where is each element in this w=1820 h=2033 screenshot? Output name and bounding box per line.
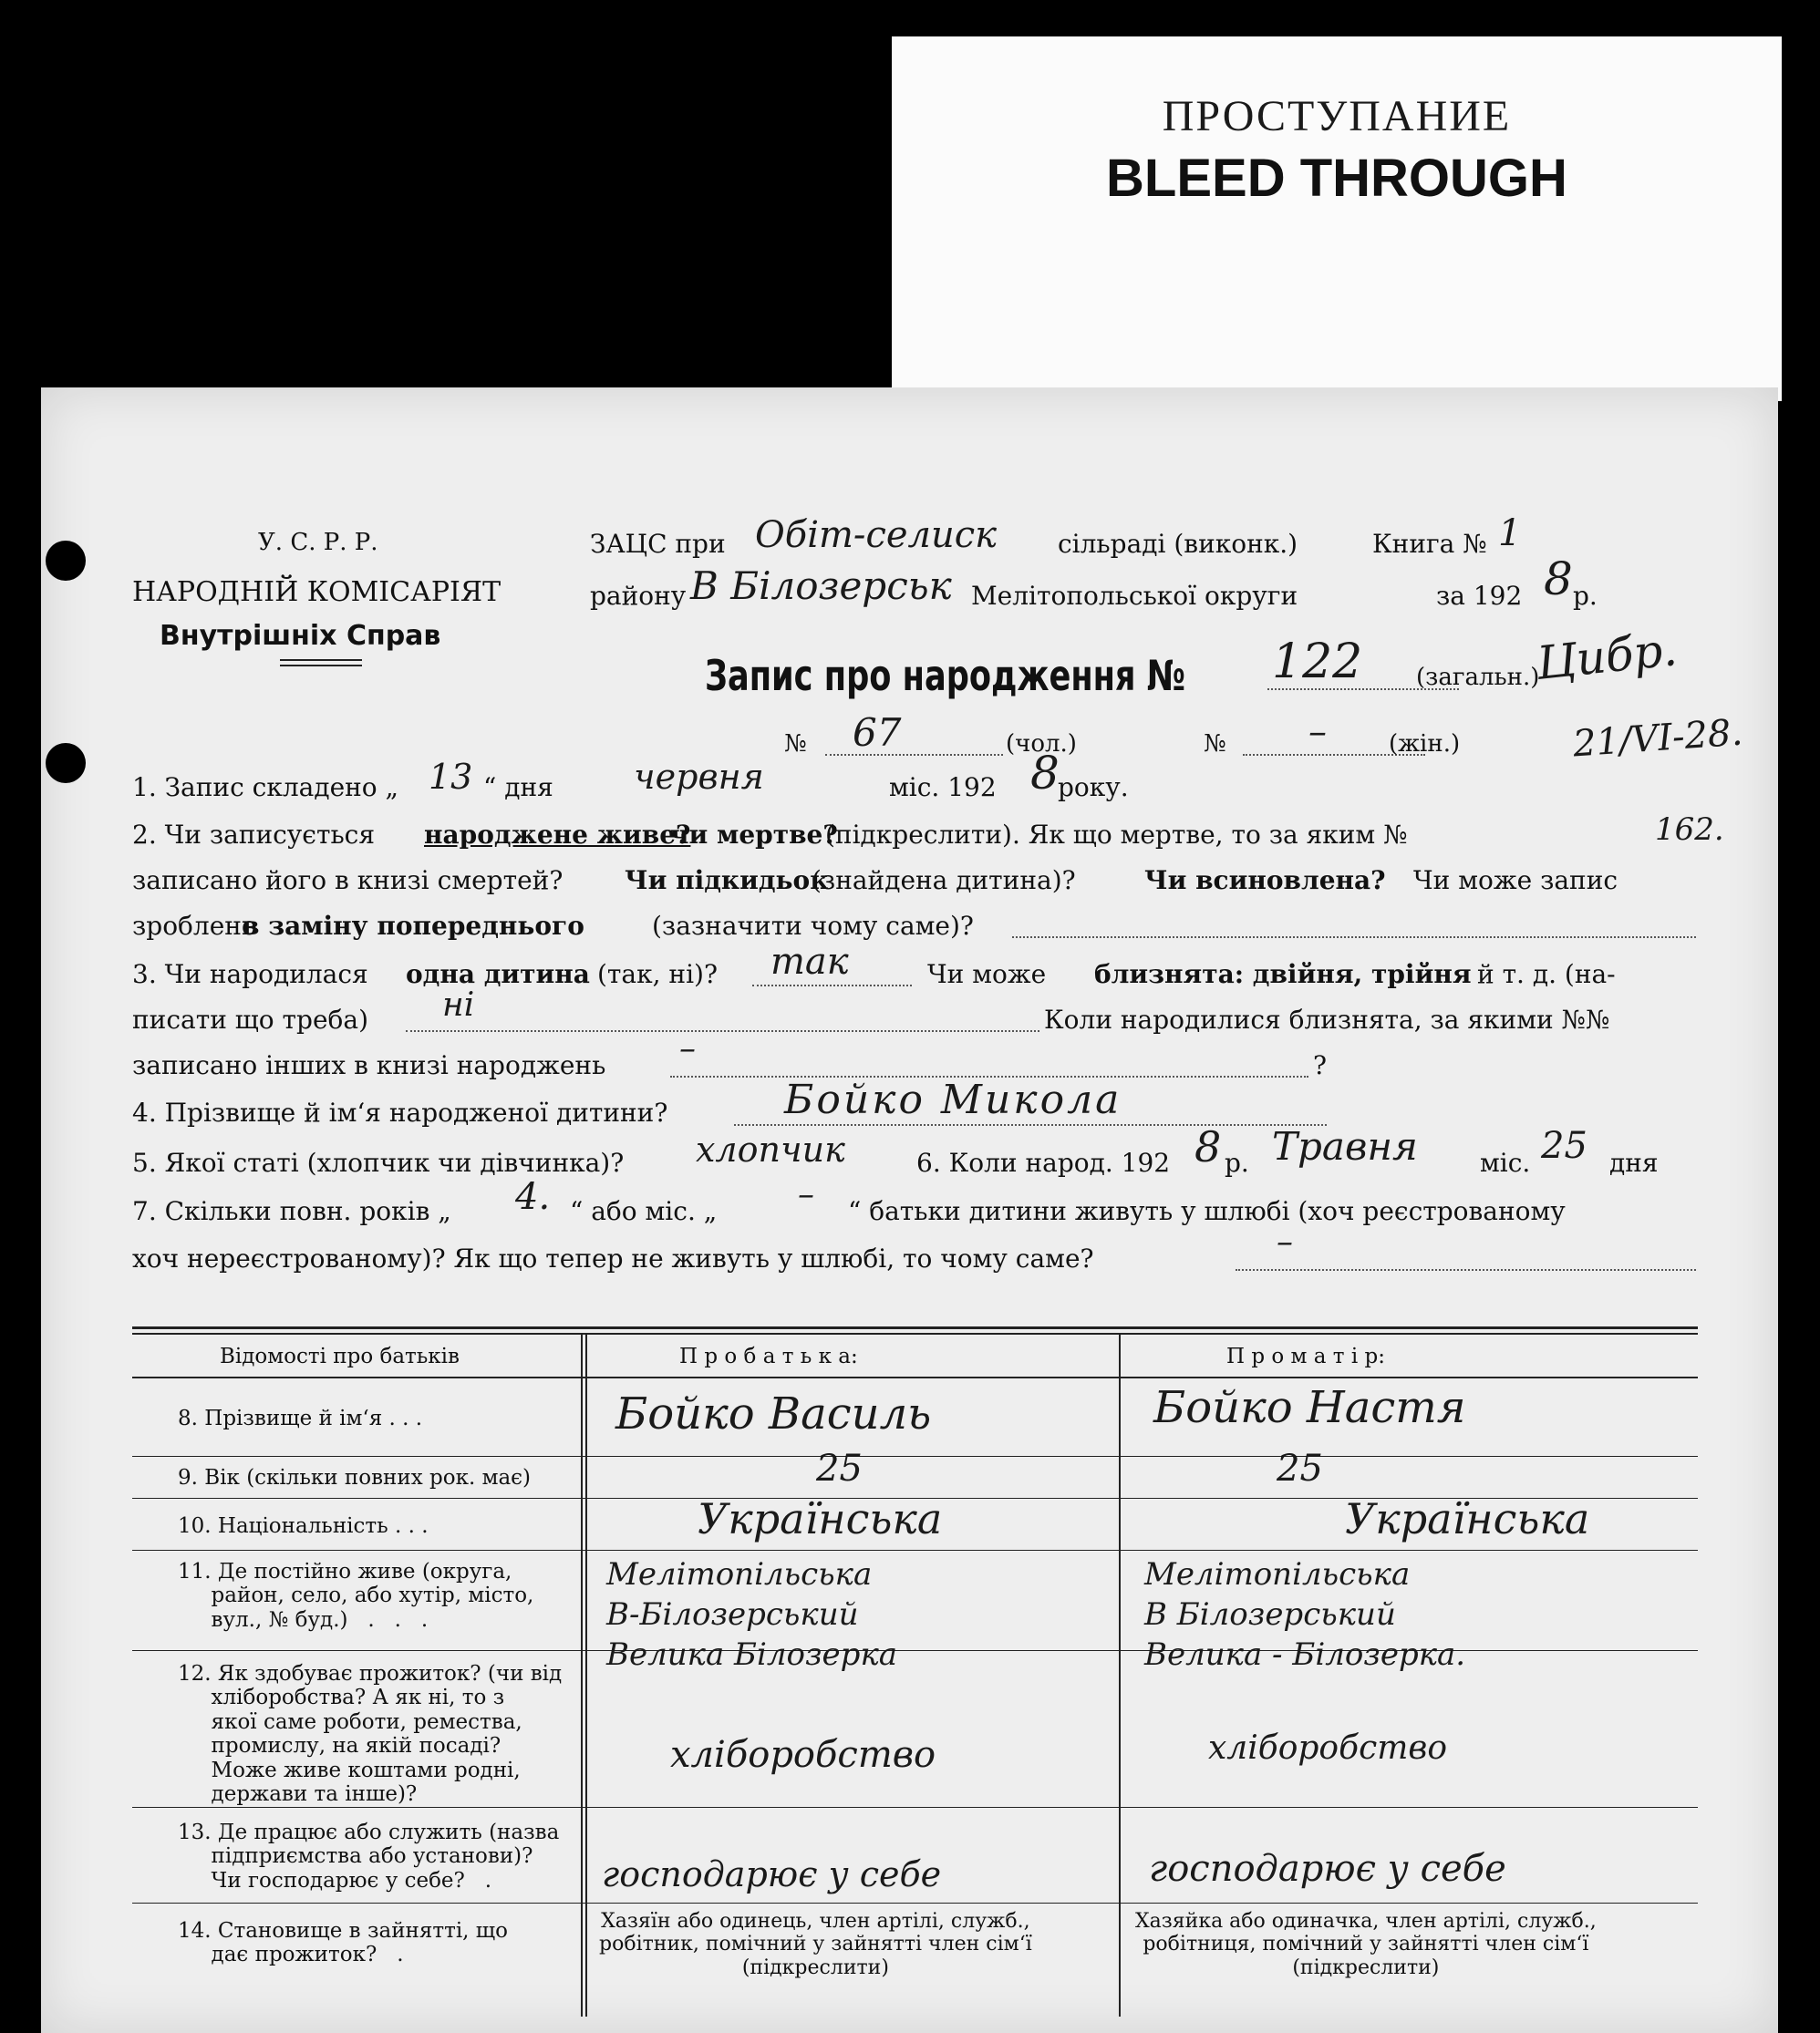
mother-age: 25 [1277, 1448, 1323, 1490]
birth-day: 25 [1541, 1125, 1587, 1167]
table-rule [585, 1333, 587, 2017]
q3-text: Чи може [927, 959, 1047, 989]
q7-text: хоч нереєстрованому)? Як що тепер не живуть у шлюбі, то чому саме? [132, 1244, 1094, 1274]
q3-text: ? [1313, 1050, 1328, 1080]
book-label: Книга № [1372, 529, 1487, 559]
mother-residence: Мелітопільська В Білозерський Велика - Білозерка. [1144, 1556, 1466, 1674]
q7-text: “ або міс. „ [570, 1196, 718, 1226]
table-rule [132, 1550, 1698, 1551]
header-internal-affairs: Внутрішніх Справ [160, 620, 441, 652]
q1-day: 13 [429, 757, 473, 797]
q1-text: року. [1058, 772, 1129, 802]
q7-text: 7. Скільки повн. років „ [132, 1196, 451, 1226]
row-label: 9. Вік (скільки повних рок. має) [178, 1466, 532, 1490]
table-rule [132, 1807, 1698, 1808]
q3-answer-other: – [679, 1030, 696, 1068]
general-label: (загальн.) [1416, 664, 1540, 691]
father-age: 25 [816, 1448, 863, 1490]
table-rule [132, 1326, 1698, 1329]
divider [280, 659, 362, 661]
q3-text: писати що треба) [132, 1005, 368, 1035]
q3-answer: так [770, 941, 849, 983]
q2-alive: народжене живе? [424, 820, 691, 850]
raion-label: району [590, 581, 687, 611]
header-commissariat: НАРОДНІЙ КОМІСАРІЯТ [132, 576, 502, 608]
divider [280, 665, 362, 666]
q1-text: міс. 192 [889, 772, 997, 802]
female-no-sign: № [1204, 730, 1226, 758]
row-label: 14. Становище в зайнятті, що дає прожиток? . [178, 1919, 509, 1967]
card-russian-label: ПРОСТУПАНИЕ [1162, 92, 1512, 140]
fill-line [1012, 936, 1696, 938]
father-livelihood: хліборобство [670, 1734, 936, 1776]
q2-text: (знайдена дитина)? [812, 865, 1076, 895]
birth-record-sheet [41, 387, 1778, 2033]
table-header: П р о м а т і р: [1226, 1345, 1385, 1368]
fill-line [825, 754, 1003, 756]
q1-text: 1. Запис складено „ [132, 772, 399, 802]
q7-answer: – [1277, 1223, 1293, 1261]
marriage-months: – [798, 1176, 814, 1213]
fill-line [1236, 1269, 1696, 1271]
book-value: 1 [1498, 512, 1522, 554]
q2-text: (зазначити чому саме)? [652, 911, 974, 941]
mother-nationality: Українська [1345, 1494, 1590, 1543]
table-rule [581, 1333, 583, 2017]
q2-dead: чи мертве? [670, 820, 838, 850]
male-no-sign: № [784, 730, 807, 758]
zats-label: ЗАЦС при [590, 529, 726, 559]
row-label: 13. Де працює або служить (назва підприємства або установи)? Чи господарює у себе? . [178, 1821, 560, 1893]
q6-text: 6. Коли народ. 192 [916, 1148, 1171, 1178]
q3-text: Коли народилися близнята, за якими №№ [1044, 1005, 1610, 1035]
father-nationality: Українська [698, 1494, 943, 1543]
q5-text: 5. Якої статі (хлопчик чи дівчинка)? [132, 1148, 625, 1178]
q1-month: червня [634, 757, 764, 797]
q6-text: міс. [1480, 1148, 1531, 1178]
marriage-years: 4. [515, 1176, 551, 1218]
mother-livelihood: хліборобство [1208, 1729, 1448, 1767]
year-label: за 192 [1436, 581, 1523, 611]
q1-text: “ дня [483, 772, 553, 802]
q2-replacement: в заміну попереднього [242, 911, 584, 941]
male-label: (чол.) [1006, 730, 1077, 758]
header-ussr: У. С. Р. Р. [258, 529, 378, 556]
q3-text: й т. д. (на- [1477, 959, 1616, 989]
silradi-label: сільраді (виконк.) [1058, 529, 1298, 559]
fill-line [734, 1124, 1327, 1126]
margin-note-signature: Цибр. [1534, 623, 1680, 690]
q2-text: зроблено [132, 911, 257, 941]
row-label: 10. Національність . . . [178, 1514, 429, 1538]
margin-note-number: 162. [1655, 811, 1724, 848]
row-label: 8. Прізвище й ім‘я . . . [178, 1407, 423, 1430]
page-title: Запис про народження № [705, 651, 1186, 700]
father-residence: Мелітопільська В-Білозерський Велика Білозерка [606, 1556, 898, 1674]
q2-text: записано його в книзі смертей? [132, 865, 564, 895]
female-label: (жін.) [1389, 730, 1461, 758]
q3-text: записано інших в книзі народжень [132, 1050, 606, 1080]
zats-value: Обіт-селиск [755, 514, 998, 556]
fill-line [752, 985, 912, 986]
table-rule [132, 1377, 1698, 1378]
year-value: 8 [1544, 552, 1573, 605]
q4-text: 4. Прізвище й ім‘я народженої дитини? [132, 1098, 668, 1128]
punch-hole-icon [46, 743, 86, 783]
q3-text: 3. Чи народилася [132, 959, 368, 989]
q3-text: (так, ні)? [597, 959, 718, 989]
okrug-label: Мелітопольської округи [971, 581, 1298, 611]
mother-workplace: господарює у себе [1149, 1848, 1506, 1890]
mother-name: Бойко Настя [1153, 1382, 1466, 1433]
q3-one-child: одна дитина [406, 959, 590, 989]
q2-foundling: Чи підкидьок [625, 865, 829, 895]
child-sex: хлопчик [696, 1130, 845, 1170]
q3-answer-twins: ні [442, 986, 475, 1024]
birth-month: Травня [1272, 1124, 1418, 1169]
female-number: – [1308, 711, 1327, 753]
table-rule [1119, 1333, 1121, 2017]
q6-text: р. [1225, 1148, 1249, 1178]
father-workplace: господарює у себе [602, 1854, 942, 1894]
birth-year: 8 [1194, 1122, 1222, 1171]
table-rule [132, 1903, 1698, 1904]
margin-note-date: 21/VI-28. [1571, 711, 1744, 766]
male-number: 67 [853, 710, 902, 755]
row-label: 12. Як здобуває прожиток? (чи від хліборобства? А як ні, то з якої саме роботи, ремества, промислу, на якій посаді? Може живе коштами родні, держави та інше)? [178, 1662, 563, 1807]
bleed-through-card [892, 36, 1782, 401]
fill-line [406, 1030, 1039, 1032]
raion-value: В Білозерськ [690, 563, 952, 608]
father-name: Бойко Василь [615, 1388, 932, 1440]
table-rule [132, 1456, 1698, 1457]
q2-text: 2. Чи записується [132, 820, 376, 850]
q2-adopted: Чи всиновлена? [1144, 865, 1386, 895]
father-occupation-status: Хазяїн або одинець, член артілі, служб., робітник, помічний у зайнятті член сім‘ї (підкреслити) [599, 1910, 1032, 1979]
q7-text: “ батьки дитини живуть у шлюбі (хоч реєстрованому [848, 1196, 1566, 1226]
q1-year: 8 [1030, 747, 1060, 800]
punch-hole-icon [46, 541, 86, 581]
mother-occupation-status: Хазяйка або одиначка, член артілі, служб., робітниця, помічний у зайнятті член сім‘ї (підкреслити) [1135, 1910, 1597, 1979]
table-header: П р о б а т ь к а: [679, 1345, 858, 1368]
year-suffix: р. [1573, 581, 1598, 611]
table-rule [132, 1333, 1698, 1335]
child-name: Бойко Микола [784, 1077, 1122, 1123]
record-number: 122 [1272, 635, 1363, 689]
q3-twins: близнята: двійня, трійня [1094, 959, 1472, 989]
q6-text: дня [1609, 1148, 1659, 1178]
card-english-label: BLEED THROUGH [1106, 149, 1567, 208]
q2-text: (підкреслити). Як що мертве, то за яким № [825, 820, 1408, 850]
q2-text: Чи може запис [1413, 865, 1618, 895]
row-label: 11. Де постійно живе (округа, район, село, або хутір, місто, вул., № буд.) . . . [178, 1560, 534, 1632]
table-header: Відомості про батьків [220, 1345, 460, 1368]
